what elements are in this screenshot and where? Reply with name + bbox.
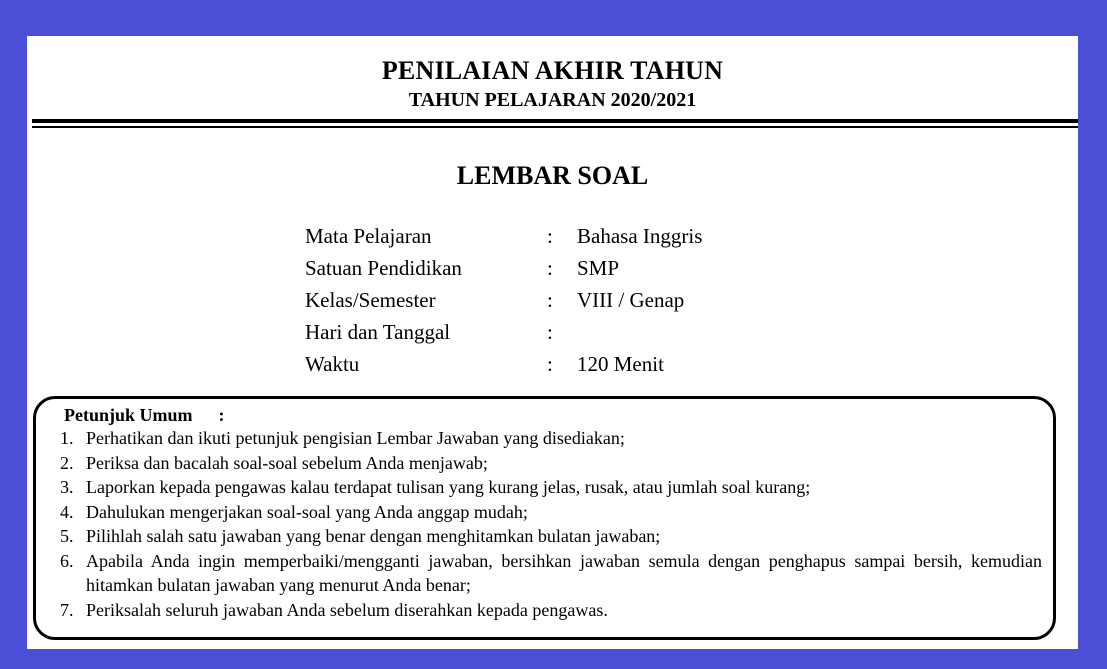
- list-item: [60, 549, 1042, 598]
- info-row-duration: [305, 348, 702, 380]
- item-text: Perhatikan dan ikuti petunjuk pengisian Lembar Jawaban yang disediakan;: [86, 428, 625, 448]
- exam-info: [305, 220, 702, 380]
- instructions-heading-text: Petunjuk Umum: [64, 405, 193, 425]
- info-label: Waktu: [305, 352, 360, 376]
- item-text: Laporkan kepada pengawas kalau terdapat tulisan yang kurang jelas, rusak, atau jumlah soal kurang;: [86, 477, 811, 497]
- info-colon: :: [547, 320, 553, 344]
- info-value: VIII / Genap: [577, 288, 685, 312]
- instructions-heading-colon: :: [218, 405, 225, 425]
- info-label: Hari dan Tanggal: [305, 320, 451, 344]
- instructions-heading: [64, 404, 225, 426]
- info-value: Bahasa Inggris: [577, 224, 703, 248]
- item-number: 1.: [60, 428, 74, 448]
- item-number: 7.: [60, 599, 74, 620]
- item-text: Periksa dan bacalah soal-soal sebelum Anda menjawab;: [86, 452, 488, 473]
- item-number: 5.: [60, 526, 74, 546]
- info-value: 120 Menit: [577, 352, 664, 376]
- header-rule-thin: [32, 126, 1078, 128]
- info-label: Satuan Pendidikan: [305, 256, 462, 280]
- list-item: [60, 524, 1042, 549]
- info-row-day-date: [305, 316, 702, 348]
- item-text: Apabila Anda ingin memperbaiki/mengganti jawaban, bersihkan jawaban semula dengan penghapus sampai bersih, kemudian hitamkan bulatan jawaban yang menurut Anda benar;: [86, 550, 1042, 595]
- list-item: [60, 426, 1042, 451]
- info-colon: :: [547, 288, 553, 312]
- header-rule-thick: [32, 119, 1078, 123]
- item-number: 6.: [60, 550, 74, 571]
- item-number: 2.: [60, 452, 74, 473]
- item-number: 3.: [60, 477, 74, 497]
- list-item: [60, 598, 1042, 623]
- sheet-title: LEMBAR SOAL: [456, 161, 649, 190]
- info-colon: :: [547, 224, 553, 248]
- info-colon: :: [547, 352, 553, 376]
- document-title: PENILAIAN AKHIR TAHUN: [381, 56, 724, 85]
- info-row-subject: [305, 220, 702, 252]
- exam-sheet: [27, 36, 1078, 649]
- info-label: Kelas/Semester: [305, 288, 436, 312]
- item-number: 4.: [60, 501, 74, 522]
- info-colon: :: [547, 256, 553, 280]
- info-row-class-semester: [305, 284, 702, 316]
- list-item: [60, 475, 1042, 500]
- item-text: Periksalah seluruh jawaban Anda sebelum diserahkan kepada pengawas.: [86, 599, 608, 620]
- item-text: Dahulukan mengerjakan soal-soal yang Anda anggap mudah;: [86, 501, 528, 522]
- list-item: [60, 500, 1042, 525]
- instructions-list: [60, 426, 1042, 622]
- info-row-school-level: [305, 252, 702, 284]
- info-label: Mata Pelajaran: [305, 224, 432, 248]
- academic-year: TAHUN PELAJARAN 2020/2021: [408, 89, 697, 111]
- item-text: Pilihlah salah satu jawaban yang benar dengan menghitamkan bulatan jawaban;: [86, 526, 661, 546]
- list-item: [60, 451, 1042, 476]
- info-value: SMP: [577, 256, 620, 280]
- general-instructions-box: [33, 396, 1056, 640]
